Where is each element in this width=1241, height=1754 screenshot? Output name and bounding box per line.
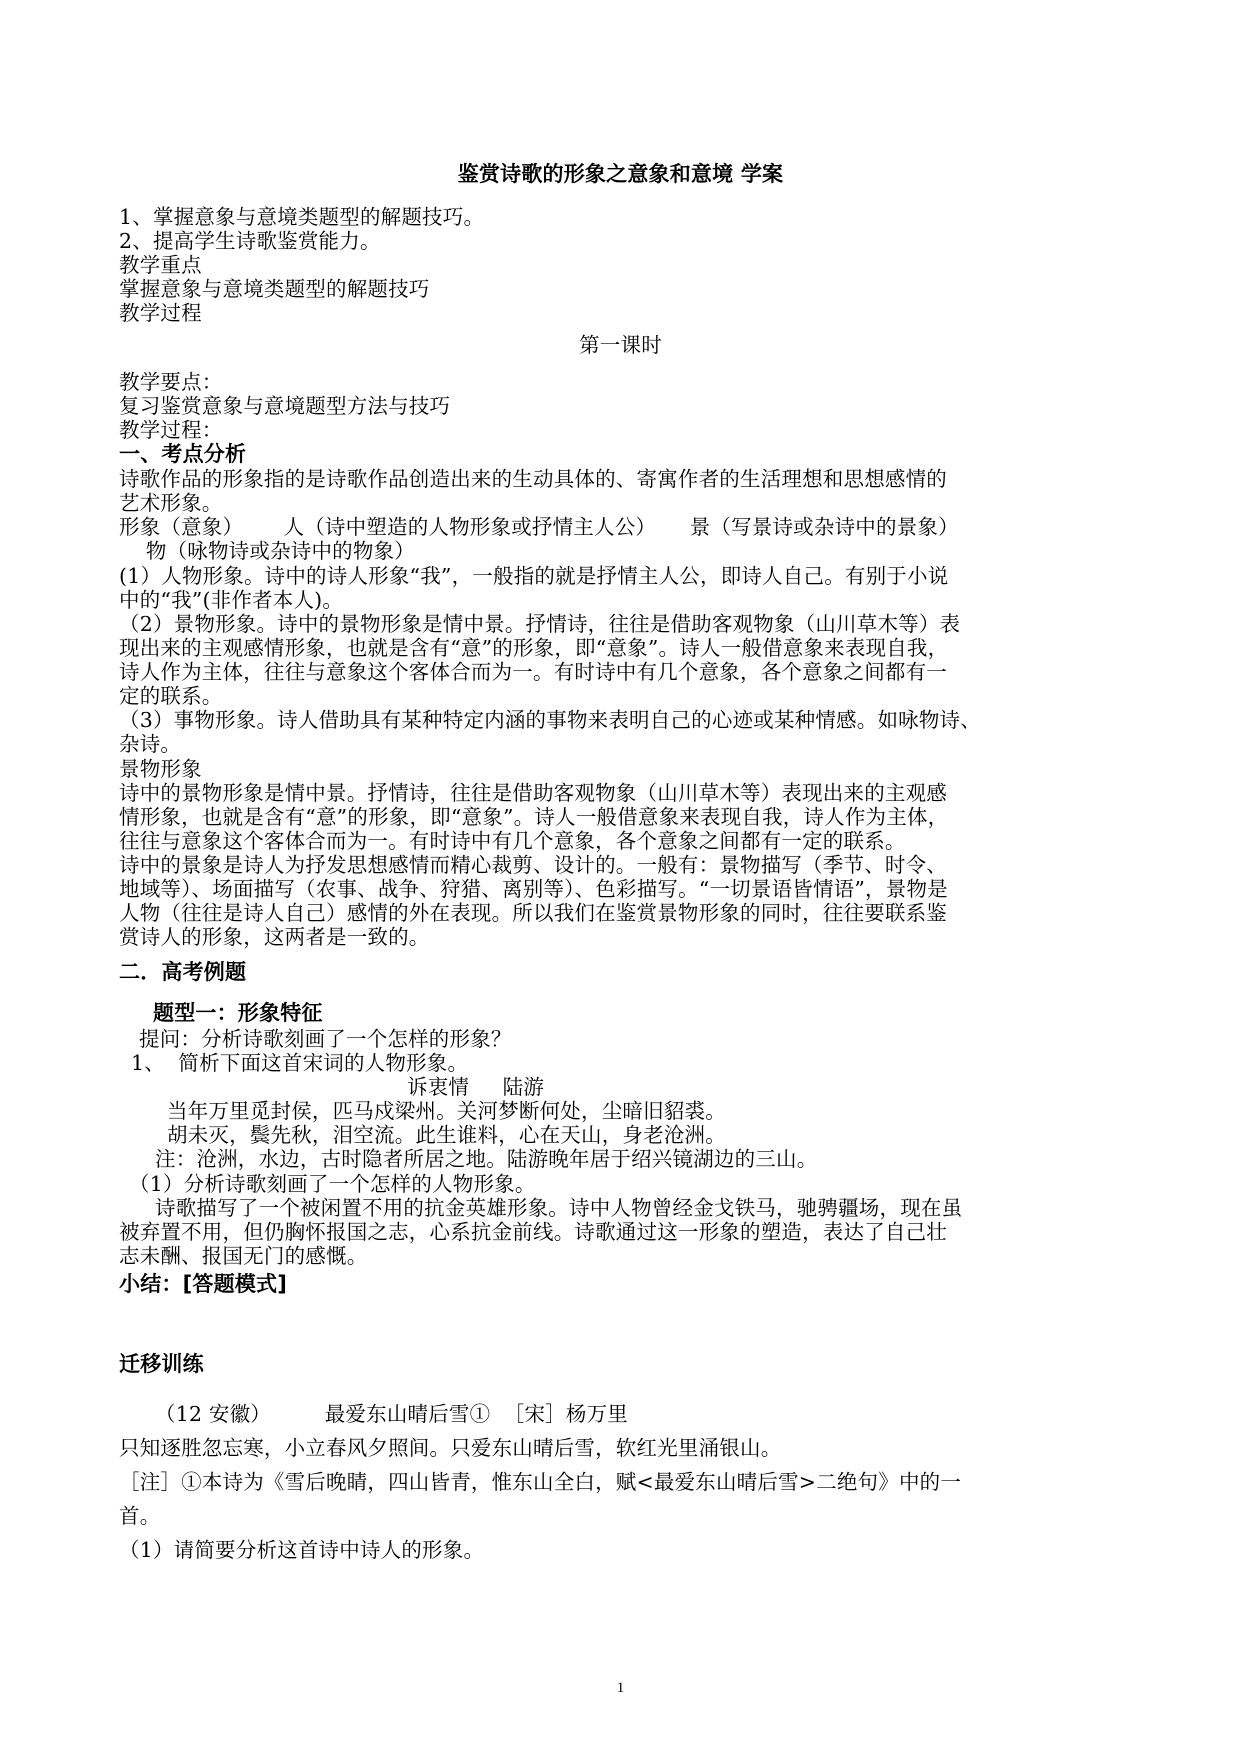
heading-process-2: 教学过程：	[119, 418, 223, 442]
paragraph-line: 现出来的主观感情形象，也就是含有“意”的形象，即“意象”。诗人一般借意象来表现自我，	[119, 636, 949, 660]
document-title: 鉴赏诗歌的形象之意象和意境 学案	[457, 162, 784, 186]
poem-title: 诉衷情 陆游	[407, 1075, 545, 1099]
paragraph-line: （3）事物形象。诗人借助具有某种特定内涵的事物来表明自己的心迹或某种情感。如咏物诗、	[119, 708, 981, 732]
paragraph-line: (1）人物形象。诗中的诗人形象“我”，一般指的就是抒情主人公，即诗人自己。有别于小说	[119, 564, 949, 588]
paragraph-line: （2）景物形象。诗中的景物形象是情中景。抒情诗，往往是借助客观物象（山川草木等）表	[119, 612, 961, 636]
objective-2: 2、提高学生诗歌鉴赏能力。	[119, 229, 381, 253]
paragraph-line: 赏诗人的形象，这两者是一致的。	[119, 925, 430, 949]
transfer-training-heading: 迁移训练	[119, 1352, 204, 1376]
poem-line-2: 胡未灭，鬓先秋，泪空流。此生谁料，心在天山，身老沧洲。	[167, 1123, 726, 1147]
poem-2-note: ［注］①本诗为《雪后晚睛，四山皆青，惟东山全白，赋<最爱东山晴后雪>二绝句》中的一	[119, 1470, 962, 1494]
heading-key-points: 教学重点	[119, 253, 202, 277]
paragraph-line: 艺术形象。	[119, 491, 223, 515]
paragraph-line: 人物（往往是诗人自己）感情的外在表现。所以我们在鉴赏景物形象的同时，往往要联系鉴	[119, 901, 947, 925]
objective-1: 1、掌握意象与意境类题型的解题技巧。	[119, 205, 485, 229]
paragraph-line: 诗人作为主体，往往与意象这个客体合而为一。有时诗中有几个意象，各个意象之间都有一	[119, 660, 947, 684]
paragraph-line: 地域等）、场面描写（农事、战争、狩猎、离别等）、色彩描写。“一切景语皆情语”，景物是	[119, 877, 948, 901]
page-number: 1	[616, 1680, 625, 1696]
poem-heading-2: （12 安徽） 最爱东山晴后雪① ［宋］杨万里	[155, 1402, 628, 1426]
paragraph-line: 景物形象	[119, 757, 202, 781]
paragraph-line: 诗中的景物形象是情中景。抒情诗，往往是借助客观物象（山川草木等）表现出来的主观感	[119, 781, 947, 805]
paragraph-line: 情形象，也就是含有“意”的形象，即“意象”。诗人一般借意象来表现自我，诗人作为主体，	[119, 805, 949, 829]
paragraph-line: 杂诗。	[119, 732, 182, 756]
answer-line: 被弃置不用，但仍胸怀报国之志，心系抗金前线。诗歌通过这一形象的塑造，表达了自己壮	[119, 1220, 947, 1244]
section-heading-1: 一、考点分析	[119, 442, 247, 466]
poem-2-text: 只知逐胜忽忘寒，小立春风夕照间。只爱东山晴后雪，软红光里涌银山。	[119, 1436, 782, 1460]
heading-essentials: 教学要点：	[119, 370, 223, 394]
paragraph-line: 中的“我”(非作者本人)。	[119, 588, 344, 612]
answer-line: 诗歌描写了一个被闲置不用的抗金英雄形象。诗中人物曾经金戈铁马，驰骋疆场，现在虽	[155, 1196, 963, 1220]
paragraph-line: 诗歌作品的形象指的是诗歌作品创造出来的生动具体的、寄寓作者的生活理想和思想感情的	[119, 467, 947, 491]
paragraph-line: 物（咏物诗或杂诗中的物象）	[119, 539, 415, 563]
poem-line-1: 当年万里觅封侯，匹马戍梁州。关河梦断何处，尘暗旧貂裘。	[167, 1099, 726, 1123]
exercise-1: 1、 简析下面这首宋词的人物形象。	[131, 1051, 469, 1075]
lesson-title: 第一课时	[579, 333, 662, 357]
essentials-text: 复习鉴赏意象与意境题型方法与技巧	[119, 394, 451, 418]
heading-process: 教学过程	[119, 301, 202, 325]
paragraph-line: 诗中的景象是诗人为抒发思想感情而精心裁剪、设计的。一般有：景物描写（季节、时令、	[119, 853, 947, 877]
poem-2-note-cont: 首。	[119, 1504, 161, 1528]
paragraph-line: 定的联系。	[119, 684, 223, 708]
paragraph-line: 形象（意象） 人（诗中塑造的人物形象或抒情主人公） 景（写景诗或杂诗中的景象）	[119, 515, 959, 539]
question-type-heading: 题型一：形象特征	[153, 1001, 323, 1025]
sub-question-2: （1）请简要分析这首诗中诗人的形象。	[119, 1538, 485, 1562]
question-prompt: 提问：分析诗歌刻画了一个怎样的形象？	[139, 1027, 512, 1051]
section-heading-2: 二．高考例题	[119, 960, 247, 984]
summary-heading: 小结：[答题模式]	[119, 1272, 287, 1296]
paragraph-line: 往往与意象这个客体合而为一。有时诗中有几个意象，各个意象之间都有一定的联系。	[119, 829, 906, 853]
poem-note: 注：沧洲，水边，古时隐者所居之地。陆游晚年居于绍兴镜湖边的三山。	[155, 1147, 818, 1171]
key-points-text: 掌握意象与意境类题型的解题技巧	[119, 277, 430, 301]
answer-line: 志未酬、报国无门的感慨。	[119, 1244, 368, 1268]
sub-question-1: （1）分析诗歌刻画了一个怎样的人物形象。	[129, 1172, 536, 1196]
